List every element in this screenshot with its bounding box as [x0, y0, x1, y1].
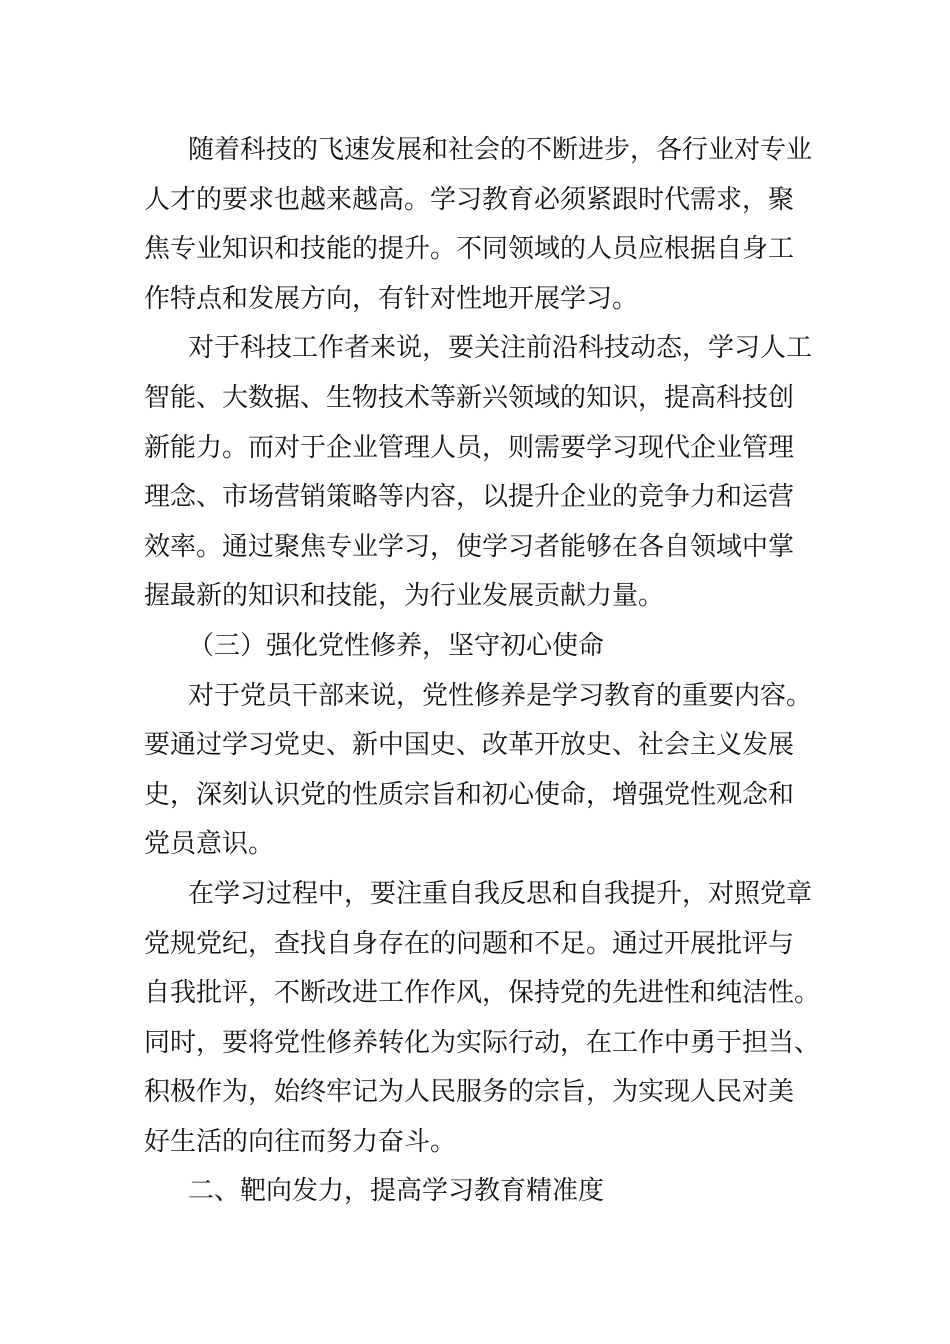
section-heading: 二、靶向发力，提高学习教育精准度 — [188, 1176, 605, 1207]
text-line: 党规党纪，查找自身存在的问题和不足。通过开展批评与 — [144, 928, 795, 959]
text-line: 同时，要将党性修养转化为实际行动，在工作中勇于担当、 — [144, 1027, 821, 1058]
text-line: 智能、大数据、生物技术等新兴领域的知识，提高科技创 — [144, 382, 795, 413]
section-heading: （三）强化党性修养，坚守初心使命 — [188, 630, 605, 661]
text-line: 握最新的知识和技能，为行业发展贡献力量。 — [144, 581, 665, 612]
text-line: 新能力。而对于企业管理人员，则需要学习现代企业管理 — [144, 432, 795, 463]
text-line: 对于科技工作者来说，要关注前沿科技动态，学习人工 — [188, 333, 813, 364]
text-line: 党员意识。 — [144, 829, 275, 860]
text-line: 要通过学习党史、新中国史、改革开放史、社会主义发展 — [144, 730, 795, 761]
text-line: 随着科技的飞速发展和社会的不断进步，各行业对专业 — [188, 135, 813, 165]
text-line: 对于党员干部来说，党性修养是学习教育的重要内容。 — [188, 680, 813, 711]
document-body — [144, 126, 821, 1217]
text-line: 好生活的向往而努力奋斗。 — [144, 1126, 457, 1157]
text-line: 焦专业知识和技能的提升。不同领域的人员应根据自身工 — [144, 234, 795, 265]
text-line: 效率。通过聚焦专业学习，使学习者能够在各自领域中掌 — [144, 531, 795, 562]
text-line: 积极作为，始终牢记为人民服务的宗旨，为实现人民对美 — [144, 1077, 795, 1108]
text-line: 人才的要求也越来越高。学习教育必须紧跟时代需求，聚 — [144, 184, 795, 215]
text-line: 史，深刻认识党的性质宗旨和初心使命，增强党性观念和 — [144, 779, 795, 810]
text-line: 作特点和发展方向，有针对性地开展学习。 — [144, 283, 639, 314]
text-line: 自我批评，不断改进工作作风，保持党的先进性和纯洁性。 — [144, 978, 821, 1009]
text-line: 理念、市场营销策略等内容，以提升企业的竞争力和运营 — [144, 482, 795, 513]
text-line: 在学习过程中，要注重自我反思和自我提升，对照党章 — [188, 878, 813, 909]
